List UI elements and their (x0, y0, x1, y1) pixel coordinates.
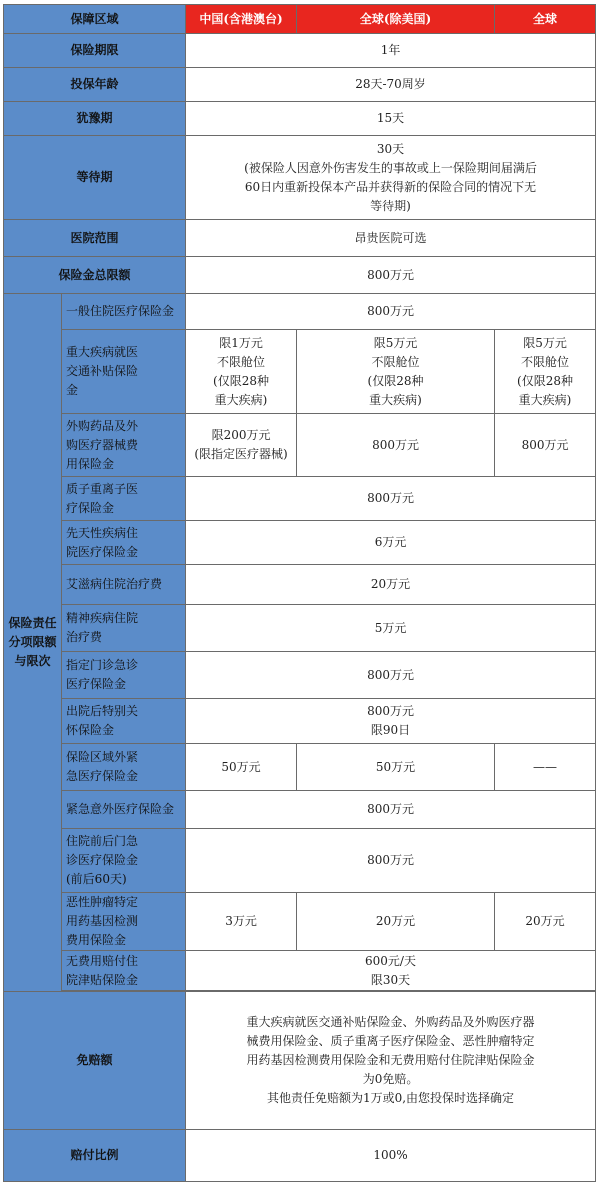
item-value: 20万元 (186, 565, 596, 605)
section-label: 保险责任 分项限额 与限次 (4, 294, 62, 992)
grace-label: 犹豫期 (4, 102, 186, 136)
age-label: 投保年龄 (4, 68, 186, 102)
item-value: 5万元 (186, 605, 596, 652)
item-value-global-ex-us: 20万元 (297, 893, 495, 951)
item-row (4, 652, 596, 699)
item-row (4, 477, 596, 521)
item-row (4, 744, 596, 791)
item-value-global: 限5万元 不限舱位 (仅限28种 重大疾病) (495, 330, 596, 414)
period-row (4, 34, 596, 68)
item-row (4, 521, 596, 565)
item-value-china: 3万元 (186, 893, 297, 951)
item-row (4, 330, 596, 414)
item-label: 无费用赔付住 院津贴保险金 (62, 951, 186, 991)
item-row (4, 294, 596, 330)
header-region-label: 保障区域 (4, 5, 186, 34)
ratio-row (4, 1130, 596, 1182)
item-value: 800万元 (186, 829, 596, 893)
item-row (4, 893, 596, 951)
item-row (4, 414, 596, 477)
item-label: 保险区域外紧 急医疗保险金 (62, 744, 186, 791)
waiting-value: 30天 (被保险人因意外伤害发生的事故或上一保险期间届满后 60日内重新投保本产品并获得新的保险合同的情况下无 等待期) (186, 136, 596, 220)
item-value-global: —— (495, 744, 596, 791)
item-value: 800万元 (186, 477, 596, 521)
item-value-global-ex-us: 800万元 (297, 414, 495, 477)
item-label: 质子重离子医 疗保险金 (62, 477, 186, 521)
item-label: 指定门诊急诊 医疗保险金 (62, 652, 186, 699)
header-row (4, 5, 596, 34)
item-row (4, 565, 596, 605)
waiting-label: 等待期 (4, 136, 186, 220)
period-label: 保险期限 (4, 34, 186, 68)
header-global: 全球 (495, 5, 596, 34)
item-value-global: 800万元 (495, 414, 596, 477)
item-value: 800万元 (186, 294, 596, 330)
grace-row (4, 102, 596, 136)
ratio-label: 赔付比例 (4, 1130, 186, 1182)
item-value-china: 限200万元 (限指定医疗器械) (186, 414, 297, 477)
deductible-row (4, 992, 596, 1130)
item-value: 800万元 (186, 652, 596, 699)
total-row (4, 257, 596, 294)
hospital-row (4, 220, 596, 257)
age-value: 28天-70周岁 (186, 68, 596, 102)
item-value: 800万元 限90日 (186, 699, 596, 744)
item-label: 先天性疾病住 院医疗保险金 (62, 521, 186, 565)
item-row (4, 829, 596, 893)
item-label: 出院后特别关 怀保险金 (62, 699, 186, 744)
deductible-label: 免赔额 (4, 992, 186, 1130)
header-china: 中国(含港澳台) (186, 5, 297, 34)
age-row (4, 68, 596, 102)
item-value-global-ex-us: 50万元 (297, 744, 495, 791)
item-label: 外购药品及外 购医疗器械费 用保险金 (62, 414, 186, 477)
item-row (4, 791, 596, 829)
item-value-china: 限1万元 不限舱位 (仅限28种 重大疾病) (186, 330, 297, 414)
item-label: 艾滋病住院治疗费 (62, 565, 186, 605)
item-value-global-ex-us: 限5万元 不限舱位 (仅限28种 重大疾病) (297, 330, 495, 414)
item-label: 一般住院医疗保险金 (62, 294, 186, 330)
header-global-ex-us: 全球(除美国) (297, 5, 495, 34)
item-row (4, 699, 596, 744)
item-label: 住院前后门急 诊医疗保险金 (前后60天) (62, 829, 186, 893)
waiting-row (4, 136, 596, 220)
grace-value: 15天 (186, 102, 596, 136)
item-row (4, 951, 596, 991)
hospital-value: 昂贵医院可选 (186, 220, 596, 257)
item-row (4, 605, 596, 652)
item-label: 重大疾病就医 交通补贴保险 金 (62, 330, 186, 414)
item-value: 600元/天 限30天 (186, 951, 596, 991)
item-value-global: 20万元 (495, 893, 596, 951)
item-value: 800万元 (186, 791, 596, 829)
ratio-value: 100% (186, 1130, 596, 1182)
item-label: 恶性肿瘤特定 用药基因检测 费用保险金 (62, 893, 186, 951)
item-label: 紧急意外医疗保险金 (62, 791, 186, 829)
item-label: 精神疾病住院 治疗费 (62, 605, 186, 652)
period-value: 1年 (186, 34, 596, 68)
insurance-coverage-table (3, 4, 596, 1182)
hospital-label: 医院范围 (4, 220, 186, 257)
item-value-china: 50万元 (186, 744, 297, 791)
deductible-value: 重大疾病就医交通补贴保险金、外购药品及外购医疗器 械费用保险金、质子重离子医疗保险金、恶性肿瘤特定 用药基因检测费用保险金和无费用赔付住院津贴保险金 为0免赔。 其他责任免赔额为1万或0,由您投保时选择确定 (186, 992, 596, 1130)
item-value: 6万元 (186, 521, 596, 565)
total-value: 800万元 (186, 257, 596, 294)
total-label: 保险金总限额 (4, 257, 186, 294)
